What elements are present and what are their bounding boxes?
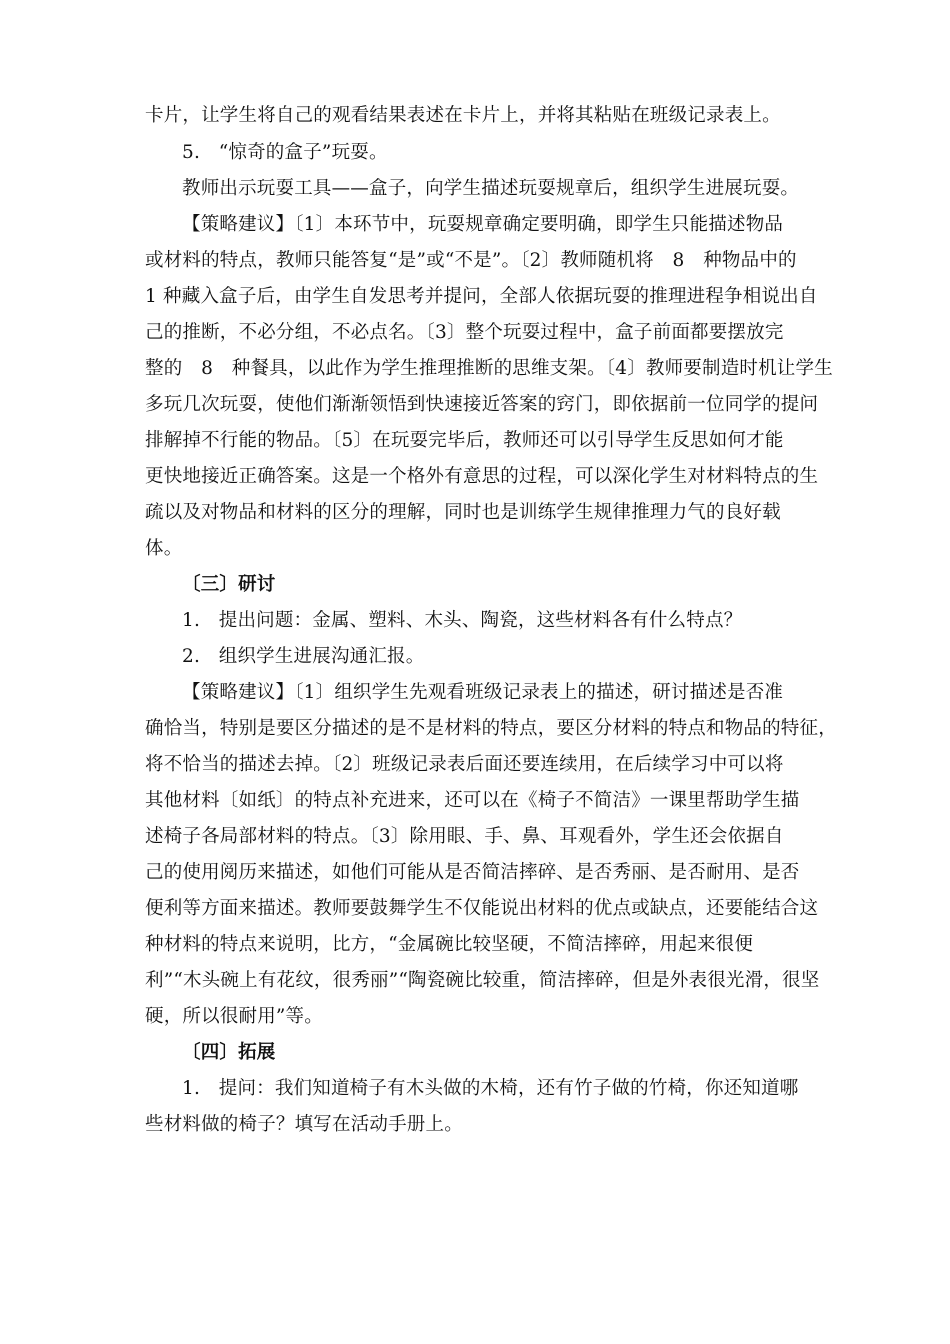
paragraph-line: 排解掉不行能的物品。〔5〕在玩耍完毕后，教师还可以引导学生反思如何才能 <box>145 430 784 451</box>
paragraph-line: 整的 8 种餐具，以此作为学生推理推断的思维支架。〔4〕教师要制造时机让学生 <box>145 358 833 379</box>
section-heading-extension: 〔四〕拓展 <box>182 1042 276 1063</box>
paragraph-line: 己的使用阅历来描述，如他们可能从是否简洁摔碎、是否秀丽、是否耐用、是否 <box>145 862 800 883</box>
list-item-1: 1. 提问：我们知道椅子有木头做的木椅，还有竹子做的竹椅，你还知道哪 <box>182 1078 799 1099</box>
paragraph-line: 教师出示玩耍工具——盒子，向学生描述玩耍规章后，组织学生进展玩耍。 <box>182 178 800 199</box>
paragraph-line: 卡片，让学生将自己的观看结果表述在卡片上，并将其粘贴在班级记录表上。 <box>145 105 781 126</box>
paragraph-line: 些材料做的椅子？填写在活动手册上。 <box>145 1114 463 1135</box>
paragraph-line: 或材料的特点，教师只能答复“是”或“不是”。〔2〕教师随机将 8 种物品中的 <box>145 250 797 271</box>
list-item-5: 5. “惊奇的盒子”玩耍。 <box>182 142 388 163</box>
paragraph-line: 述椅子各局部材料的特点。〔3〕除用眼、手、鼻、耳观看外，学生还会依据自 <box>145 826 784 847</box>
paragraph-line: 确恰当，特别是要区分描述的是不是材料的特点，要区分材料的特点和物品的特征， <box>145 718 837 739</box>
paragraph-line: 疏以及对物品和材料的区分的理解，同时也是训练学生规律推理力气的良好载 <box>145 502 781 523</box>
strategy-paragraph-line: 【策略建议】〔1〕本环节中，玩耍规章确定要明确，即学生只能描述物品 <box>182 214 784 235</box>
list-item-1: 1. 提出问题：金属、塑料、木头、陶瓷，这些材料各有什么特点？ <box>182 610 743 631</box>
paragraph-line: 硬，所以很耐用”等。 <box>145 1006 323 1027</box>
strategy-paragraph-line: 【策略建议】〔1〕组织学生先观看班级记录表上的描述，研讨描述是否准 <box>182 682 784 703</box>
list-item-2: 2. 组织学生进展沟通汇报。 <box>182 646 425 667</box>
paragraph-line: 多玩几次玩耍，使他们渐渐领悟到快速接近答案的窍门，即依据前一位同学的提问 <box>145 394 819 415</box>
paragraph-line: 便利等方面来描述。教师要鼓舞学生不仅能说出材料的优点或缺点，还要能结合这 <box>145 898 819 919</box>
paragraph-line: 己的推断，不必分组，不必点名。〔3〕整个玩耍过程中，盒子前面都要摆放完 <box>145 322 784 343</box>
paragraph-line: 1 种藏入盒子后，由学生自发思考并提问，全部人依据玩耍的推理进程争相说出自 <box>145 286 818 307</box>
paragraph-line: 其他材料〔如纸〕的特点补充进来，还可以在《椅子不简洁》一课里帮助学生描 <box>145 790 800 811</box>
paragraph-line: 更快地接近正确答案。这是一个格外有意思的过程，可以深化学生对材料特点的生 <box>145 466 819 487</box>
paragraph-line: 种材料的特点来说明，比方，“金属碗比较坚硬，不简洁摔碎，用起来很便 <box>145 934 754 955</box>
section-heading-discussion: 〔三〕研讨 <box>182 574 276 595</box>
paragraph-line: 将不恰当的描述去掉。〔2〕班级记录表后面还要连续用，在后续学习中可以将 <box>145 754 784 775</box>
paragraph-line: 利”“木头碗上有花纹，很秀丽”“陶瓷碗比较重，简洁摔碎，但是外表很光滑，很坚 <box>145 970 820 991</box>
paragraph-line: 体。 <box>145 538 183 559</box>
